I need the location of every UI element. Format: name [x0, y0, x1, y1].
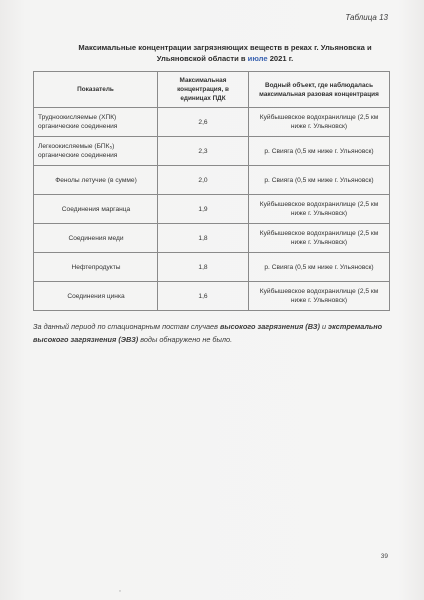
table-row — [34, 224, 390, 253]
cell-object: р. Свияга (0,5 км ниже г. Ульяновск) — [249, 253, 390, 282]
table-row — [34, 253, 390, 282]
summary-note: За данный период по стационарным постам случаев высокого загрязнения (ВЗ) и экстремально высокого загрязнения (ЭВЗ) воды обнаружено не было. — [33, 322, 383, 344]
table-row — [34, 282, 390, 311]
title-month: июле — [247, 54, 268, 63]
cell-indicator: Соединения меди — [34, 224, 158, 253]
cell-value: 2,6 — [158, 108, 249, 137]
cell-value: 1,9 — [158, 195, 249, 224]
pollutants-table — [33, 71, 390, 311]
cell-value: 1,8 — [158, 253, 249, 282]
cell-value: 2,3 — [158, 137, 249, 166]
table-row — [34, 166, 390, 195]
cell-object: Куйбышевское водохранилище (2,5 км ниже г. Ульяновск) — [249, 195, 390, 224]
title-line-1: Максимальные концентрации загрязняющих веществ в реках г. Ульяновска и — [78, 43, 372, 52]
footer-mark: * — [119, 590, 121, 596]
page-number: 39 — [380, 553, 388, 560]
cell-indicator: Соединения цинка — [34, 282, 158, 311]
table-row — [34, 108, 390, 137]
table-row — [34, 195, 390, 224]
cell-object: Куйбышевское водохранилище (2,5 км ниже г. Ульяновск) — [249, 108, 390, 137]
cell-object: р. Свияга (0,5 км ниже г. Ульяновск) — [249, 137, 390, 166]
title-line-2: Ульяновской области в июле 2021 г. — [156, 54, 294, 63]
table-title — [60, 42, 390, 64]
cell-indicator: Нефтепродукты — [34, 253, 158, 282]
note-emphasis-extreme: экстремально высокого загрязнения (ЭВЗ) — [33, 322, 383, 344]
cell-indicator: Фенолы летучие (в сумме) — [34, 166, 158, 195]
header-max-concentration: Максимальная концентрация, в единицах ПДК — [158, 72, 249, 108]
table-header-row — [34, 72, 390, 108]
cell-value: 2,0 — [158, 166, 249, 195]
header-water-object: Водный объект, где наблюдалась максимальная разовая концентрация — [249, 72, 390, 108]
cell-indicator: Соединения марганца — [34, 195, 158, 224]
cell-object: Куйбышевское водохранилище (2,5 км ниже г. Ульяновск) — [249, 224, 390, 253]
table-label: Таблица 13 — [345, 13, 388, 22]
cell-object: Куйбышевское водохранилище (2,5 км ниже г. Ульяновск) — [249, 282, 390, 311]
header-indicator: Показатель — [34, 72, 158, 108]
table-row — [34, 137, 390, 166]
cell-indicator: Легкоокисляемые (БПК₅) органические соединения — [34, 137, 158, 166]
cell-object: р. Свияга (0,5 км ниже г. Ульяновск) — [249, 166, 390, 195]
cell-value: 1,6 — [158, 282, 249, 311]
cell-indicator: Трудноокисляемые (ХПК) органические соединения — [34, 108, 158, 137]
cell-value: 1,8 — [158, 224, 249, 253]
note-emphasis-high: высокого загрязнения (ВЗ) — [219, 322, 320, 331]
